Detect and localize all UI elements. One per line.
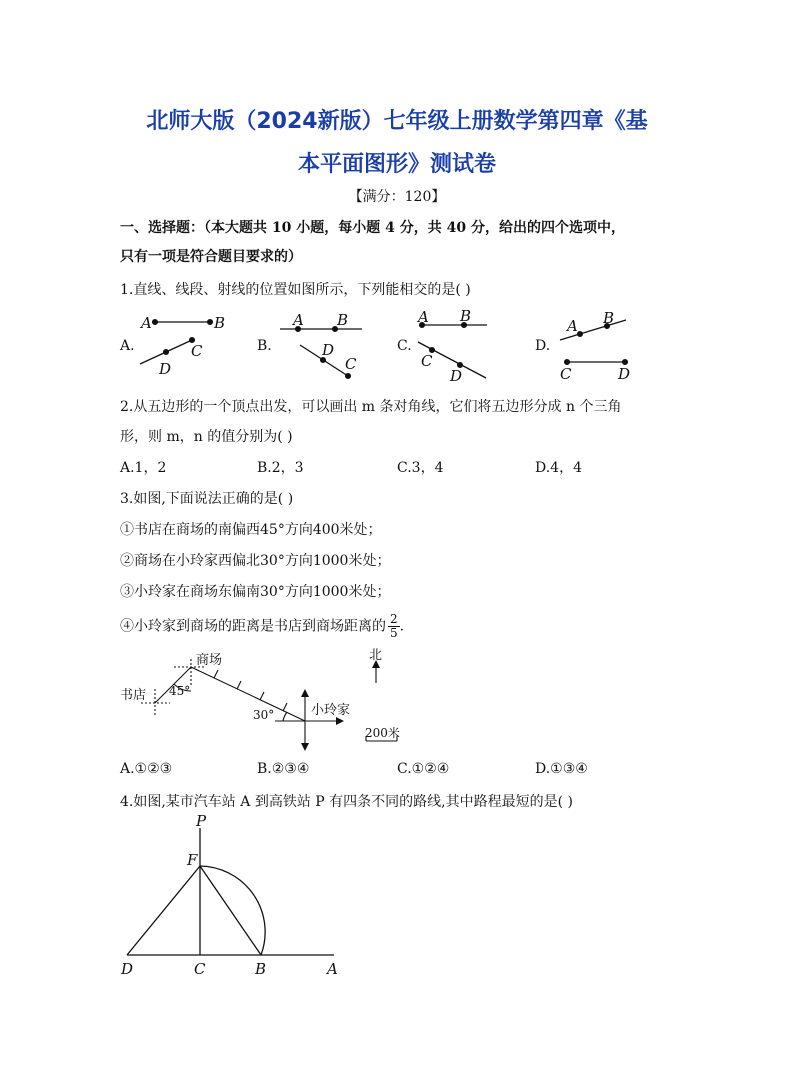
fraction-denominator: 5	[390, 626, 398, 640]
q4-route-figure	[0, 812, 794, 982]
q3-option-a[interactable]: A.①②③	[120, 761, 173, 777]
scale-label: 200米	[365, 726, 400, 740]
point-p-label: P	[196, 812, 207, 830]
q1-option-c[interactable]: C.	[397, 338, 412, 354]
mall-label: 商场	[196, 653, 223, 668]
q1-option-b[interactable]: B.	[257, 338, 272, 354]
q1-option-a[interactable]: A.	[120, 338, 135, 354]
question-4-stem: 4.如图,某市汽车站 A 到高铁站 P 有四条不同的路线,其中路程最短的是( )	[120, 794, 573, 810]
section-heading: 一、选择题：（本大题共 10 小题，每小题 4 分，共 40 分，给出的四个选项中，	[120, 220, 625, 236]
q1c-point-c: C	[421, 352, 433, 370]
angle-30-label: 30°	[253, 708, 275, 722]
q3-statement-2: ②商场在小玲家西偏北30°方向1000米处；	[120, 553, 391, 569]
home-label: 小玲家	[311, 703, 351, 718]
q1b-point-b: B	[337, 311, 349, 329]
bookstore-label: 书店	[120, 688, 147, 703]
fraction-tail: .	[399, 618, 405, 635]
q2-option-c[interactable]: C.3，4	[397, 460, 444, 476]
q1b-point-d: D	[322, 341, 335, 359]
q2-option-b[interactable]: B.2，3	[257, 460, 304, 476]
question-1-stem: 1.直线、线段、射线的位置如图所示，下列能相交的是( )	[120, 282, 471, 298]
question-2-stem-line2: 形，则 m，n 的值分别为( )	[120, 429, 293, 445]
q3-statement-4	[120, 613, 404, 640]
q1c-point-a: A	[418, 308, 429, 326]
q3-statement-4-text: ④小玲家到商场的距离是书店到商场距离的	[120, 618, 386, 635]
q2-option-a[interactable]: A.1，2	[120, 460, 167, 476]
q1a-point-c: C	[191, 342, 203, 360]
q3-direction-map	[0, 645, 794, 755]
q1a-point-b: B	[214, 314, 226, 332]
q3-option-c[interactable]: C.①②④	[397, 761, 450, 777]
q3-statement-3: ③小玲家在商场东偏南30°方向1000米处；	[120, 584, 391, 600]
q1-option-d[interactable]: D.	[535, 338, 551, 354]
q1d-point-c: C	[560, 365, 572, 383]
q3-statement-1: ①书店在商场的南偏西45°方向400米处；	[120, 522, 382, 538]
fraction-numerator: 2	[390, 612, 398, 626]
angle-45-label: 45°	[169, 684, 191, 698]
question-3-stem: 3.如图,下面说法正确的是( )	[120, 491, 294, 507]
q1a-point-d: D	[159, 360, 172, 378]
q1b-point-a: A	[293, 311, 304, 329]
q3-option-d[interactable]: D.①③④	[535, 761, 588, 777]
q1-figures	[0, 305, 794, 385]
point-c-label: C	[194, 960, 206, 978]
point-f-label: F	[187, 851, 198, 869]
q1d-point-b: B	[603, 309, 615, 327]
section-heading-cont: 只有一项是符合题目要求的）	[120, 249, 302, 265]
q1c-point-d: D	[450, 367, 463, 385]
q1d-point-d: D	[618, 365, 631, 383]
document-title-line1: 北师大版（2024新版）七年级上册数学第四章《基	[146, 109, 648, 134]
q1c-point-b: B	[460, 307, 472, 325]
point-b-label: B	[255, 960, 267, 978]
full-score: 【满分：120】	[348, 189, 446, 205]
point-a-label: A	[327, 960, 338, 978]
document-title-line2: 本平面图形》测试卷	[297, 152, 496, 177]
q1b-point-c: C	[345, 355, 357, 373]
q1d-point-a: A	[567, 317, 578, 335]
fraction-two-fifths	[388, 613, 400, 640]
north-label: 北	[369, 648, 383, 663]
point-d-label: D	[121, 960, 134, 978]
q2-option-d[interactable]: D.4，4	[535, 460, 582, 476]
q1a-point-a: A	[141, 314, 152, 332]
question-2-stem-line1: 2.从五边形的一个顶点出发，可以画出 m 条对角线，它们将五边形分成 n 个三角	[120, 399, 622, 415]
q3-option-b[interactable]: B.②③④	[257, 761, 310, 777]
